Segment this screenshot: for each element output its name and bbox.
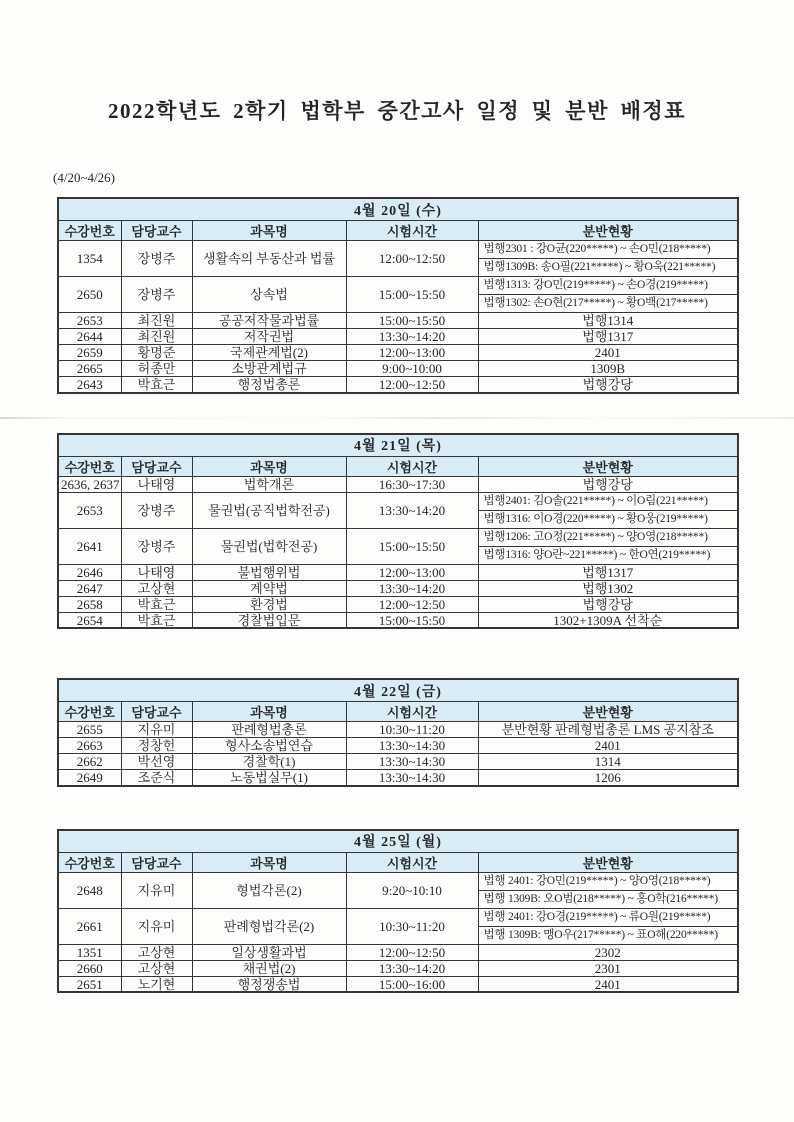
- cell-course-no: 2663: [58, 738, 121, 754]
- cell-subject: 행정쟁송법: [192, 976, 346, 992]
- exam-row: [58, 241, 738, 259]
- cell-professor: 장병주: [121, 241, 192, 277]
- cell-course-no: 2649: [58, 770, 121, 786]
- cell-exam-time: 16:30~17:30: [346, 476, 478, 492]
- cell-professor: 조준식: [121, 770, 192, 786]
- cell-exam-time: 13:30~14:20: [346, 329, 478, 345]
- date-header: 4월 25일 (월): [58, 830, 738, 853]
- cell-assignment: 1309B: [478, 361, 738, 377]
- cell-assignment: 1314: [478, 754, 738, 770]
- cell-course-no: 2636, 2637: [58, 476, 121, 492]
- cell-exam-time: 13:30~14:20: [346, 960, 478, 976]
- cell-course-no: 2646: [58, 564, 121, 580]
- cell-subject: 물권법(법학전공): [192, 528, 346, 564]
- column-header: 과목명: [192, 702, 346, 722]
- cell-assignment: 2401: [478, 345, 738, 361]
- cell-subject: 판례형법각론(2): [192, 908, 346, 944]
- cell-professor: 박효근: [121, 377, 192, 393]
- cell-course-no: 2650: [58, 277, 121, 313]
- cell-exam-time: 12:00~13:00: [346, 345, 478, 361]
- cell-subject: 상속법: [192, 277, 346, 313]
- cell-subject: 경찰학(1): [192, 754, 346, 770]
- column-header: 시험시간: [346, 852, 478, 872]
- cell-professor: 박선영: [121, 754, 192, 770]
- cell-assignment: 2302: [478, 944, 738, 960]
- exam-row: [58, 345, 738, 361]
- cell-subject: 불법행위법: [192, 564, 346, 580]
- cell-professor: 최진원: [121, 313, 192, 329]
- exam-row: [58, 944, 738, 960]
- exam-row: [58, 564, 738, 580]
- cell-subject: 환경법: [192, 596, 346, 612]
- cell-exam-time: 12:00~12:50: [346, 944, 478, 960]
- cell-subject: 채권법(2): [192, 960, 346, 976]
- cell-assignment: 1302+1309A 선착순: [478, 612, 738, 628]
- exam-row: [58, 612, 738, 628]
- page-title: 2022학년도 2학기 법학부 중간고사 일정 및 분반 배정표: [108, 99, 686, 123]
- cell-exam-time: 15:00~15:50: [346, 277, 478, 313]
- cell-assignment: 법행2401: 김O솔(221*****) ~ 이O림(221*****): [478, 492, 738, 510]
- cell-professor: 장병주: [121, 492, 192, 528]
- cell-professor: 고상현: [121, 960, 192, 976]
- cell-assignment: 2401: [478, 976, 738, 992]
- exam-table-1: [57, 197, 739, 394]
- cell-professor: 지유미: [121, 908, 192, 944]
- cell-exam-time: 12:00~13:00: [346, 564, 478, 580]
- cell-assignment: 법행 1309B: 오O범(218*****) ~ 홍O학(216*****): [478, 890, 738, 908]
- column-header: 시험시간: [346, 221, 478, 241]
- cell-professor: 나태영: [121, 476, 192, 492]
- exam-row: [58, 528, 738, 546]
- exam-row: [58, 596, 738, 612]
- cell-course-no: 2654: [58, 612, 121, 628]
- cell-exam-time: 12:00~12:50: [346, 596, 478, 612]
- cell-assignment: 법행1316: 양O란~221*****) ~ 한O연(219*****): [478, 546, 738, 564]
- cell-exam-time: 15:00~16:00: [346, 976, 478, 992]
- cell-professor: 황명준: [121, 345, 192, 361]
- cell-course-no: 2648: [58, 872, 121, 908]
- cell-exam-time: 15:00~15:50: [346, 612, 478, 628]
- cell-professor: 장병주: [121, 528, 192, 564]
- cell-subject: 계약법: [192, 580, 346, 596]
- column-header: 시험시간: [346, 702, 478, 722]
- exam-table-3: [57, 678, 739, 787]
- cell-subject: 형법각론(2): [192, 872, 346, 908]
- cell-subject: 행정법총론: [192, 377, 346, 393]
- cell-assignment: 2401: [478, 738, 738, 754]
- cell-exam-time: 9:20~10:10: [346, 872, 478, 908]
- column-header: 수강번호: [58, 852, 121, 872]
- cell-assignment: 법행1309B: 송O필(221*****) ~ 황O욱(221*****): [478, 259, 738, 277]
- column-header: 담당교수: [121, 702, 192, 722]
- cell-course-no: 2661: [58, 908, 121, 944]
- column-header: 담당교수: [121, 852, 192, 872]
- exam-row: [58, 908, 738, 926]
- cell-assignment: 법행1313: 강O민(219*****) ~ 손O경(219*****): [478, 277, 738, 295]
- cell-professor: 노기현: [121, 976, 192, 992]
- column-header: 과목명: [192, 221, 346, 241]
- cell-assignment: 법행 2401: 강O경(219*****) ~ 류O원(219*****): [478, 908, 738, 926]
- cell-assignment: 법행1302: 손O현(217*****) ~ 황O백(217*****): [478, 295, 738, 313]
- exam-row: [58, 313, 738, 329]
- cell-course-no: 2665: [58, 361, 121, 377]
- exam-row: [58, 361, 738, 377]
- exam-row: [58, 738, 738, 754]
- cell-subject: 일상생활과법: [192, 944, 346, 960]
- cell-professor: 박효근: [121, 596, 192, 612]
- cell-course-no: 2662: [58, 754, 121, 770]
- cell-exam-time: 15:00~15:50: [346, 528, 478, 564]
- exam-row: [58, 492, 738, 510]
- column-header: 분반현황: [478, 852, 738, 872]
- column-header: 담당교수: [121, 456, 192, 476]
- cell-subject: 저작권법: [192, 329, 346, 345]
- cell-exam-time: 13:30~14:30: [346, 754, 478, 770]
- exam-row: [58, 329, 738, 345]
- cell-assignment: 법행1317: [478, 329, 738, 345]
- cell-subject: 형사소송법연습: [192, 738, 346, 754]
- column-header: 분반현황: [478, 702, 738, 722]
- cell-subject: 국제관계법(2): [192, 345, 346, 361]
- column-header: 담당교수: [121, 221, 192, 241]
- cell-professor: 나태영: [121, 564, 192, 580]
- cell-course-no: 2647: [58, 580, 121, 596]
- cell-assignment: 법행 2401: 강O민(219*****) ~ 양O영(218*****): [478, 872, 738, 890]
- column-header: 과목명: [192, 456, 346, 476]
- cell-assignment: 분반현황 판례형법총론 LMS 공지참조: [478, 722, 738, 738]
- cell-professor: 박효근: [121, 612, 192, 628]
- cell-course-no: 2651: [58, 976, 121, 992]
- date-header: 4월 20일 (수): [58, 198, 738, 221]
- cell-subject: 경찰법입문: [192, 612, 346, 628]
- cell-course-no: 1354: [58, 241, 121, 277]
- column-header: 수강번호: [58, 702, 121, 722]
- cell-assignment: 법행1316: 이O경(220*****) ~ 황O웅(219*****): [478, 510, 738, 528]
- cell-subject: 생활속의 부동산과 법률: [192, 241, 346, 277]
- cell-exam-time: 9:00~10:00: [346, 361, 478, 377]
- exam-row: [58, 580, 738, 596]
- cell-professor: 고상현: [121, 944, 192, 960]
- cell-professor: 장병주: [121, 277, 192, 313]
- cell-exam-time: 13:30~14:30: [346, 738, 478, 754]
- column-header: 분반현황: [478, 456, 738, 476]
- cell-exam-time: 12:00~12:50: [346, 377, 478, 393]
- cell-assignment: 법행 1309B: 맹O우(217*****) ~ 표O해(220*****): [478, 926, 738, 944]
- cell-subject: 공공저작물과법률: [192, 313, 346, 329]
- cell-assignment: 법행강당: [478, 377, 738, 393]
- cell-assignment: 법행강당: [478, 596, 738, 612]
- cell-exam-time: 15:00~15:50: [346, 313, 478, 329]
- cell-course-no: 2660: [58, 960, 121, 976]
- cell-professor: 지유미: [121, 872, 192, 908]
- column-header: 수강번호: [58, 456, 121, 476]
- exam-row: [58, 377, 738, 393]
- cell-professor: 최진원: [121, 329, 192, 345]
- cell-assignment: 1206: [478, 770, 738, 786]
- cell-course-no: 2641: [58, 528, 121, 564]
- cell-assignment: 2301: [478, 960, 738, 976]
- exam-row: [58, 872, 738, 890]
- cell-exam-time: 13:30~14:20: [346, 492, 478, 528]
- exam-row: [58, 976, 738, 992]
- cell-assignment: 법행강당: [478, 476, 738, 492]
- cell-subject: 물권법(공직법학전공): [192, 492, 346, 528]
- column-header: 시험시간: [346, 456, 478, 476]
- cell-course-no: 2659: [58, 345, 121, 361]
- exam-row: [58, 754, 738, 770]
- cell-assignment: 법행1317: [478, 564, 738, 580]
- exam-row: [58, 277, 738, 295]
- cell-exam-time: 13:30~14:30: [346, 770, 478, 786]
- exam-row: [58, 960, 738, 976]
- cell-subject: 노동법실무(1): [192, 770, 346, 786]
- date-range-note: (4/20~4/26): [53, 170, 115, 186]
- column-header: 수강번호: [58, 221, 121, 241]
- cell-course-no: 2653: [58, 313, 121, 329]
- cell-course-no: 2643: [58, 377, 121, 393]
- exam-row: [58, 770, 738, 786]
- cell-course-no: 2653: [58, 492, 121, 528]
- schedule-tables: [57, 197, 737, 993]
- cell-assignment: 법행1314: [478, 313, 738, 329]
- date-header: 4월 22일 (금): [58, 679, 738, 702]
- exam-table-4: [57, 829, 739, 994]
- exam-table-2: [57, 433, 739, 630]
- exam-row: [58, 722, 738, 738]
- cell-professor: 고상현: [121, 580, 192, 596]
- column-header: 과목명: [192, 852, 346, 872]
- cell-assignment: 법행1206: 고O정(221*****) ~ 양O영(218*****): [478, 528, 738, 546]
- cell-exam-time: 10:30~11:20: [346, 908, 478, 944]
- cell-subject: 소방관계법규: [192, 361, 346, 377]
- cell-exam-time: 13:30~14:20: [346, 580, 478, 596]
- cell-professor: 지유미: [121, 722, 192, 738]
- column-header: 분반현황: [478, 221, 738, 241]
- cell-assignment: 법행2301 : 강O균(220*****) ~ 손O민(218*****): [478, 241, 738, 259]
- cell-course-no: 2655: [58, 722, 121, 738]
- cell-exam-time: 10:30~11:20: [346, 722, 478, 738]
- cell-course-no: 2644: [58, 329, 121, 345]
- cell-course-no: 1351: [58, 944, 121, 960]
- cell-course-no: 2658: [58, 596, 121, 612]
- cell-exam-time: 12:00~12:50: [346, 241, 478, 277]
- cell-subject: 법학개론: [192, 476, 346, 492]
- cell-professor: 허종만: [121, 361, 192, 377]
- exam-row: [58, 476, 738, 492]
- cell-assignment: 법행1302: [478, 580, 738, 596]
- cell-professor: 정창헌: [121, 738, 192, 754]
- date-header: 4월 21일 (목): [58, 434, 738, 457]
- cell-subject: 판례형법총론: [192, 722, 346, 738]
